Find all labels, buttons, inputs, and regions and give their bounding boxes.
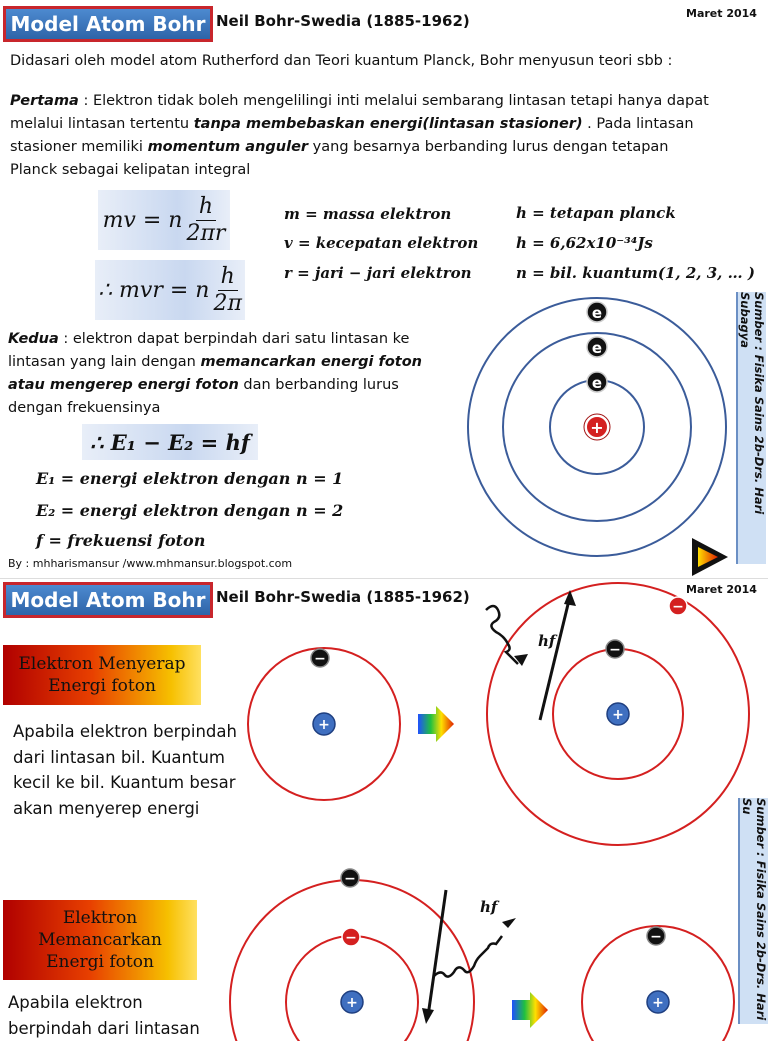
pertama-emphasis-1: tanpa membebaskan energi(lintasan stasioner) xyxy=(193,116,583,132)
page-header: Neil Bohr-Swedia (1885-1962) xyxy=(216,12,470,30)
equation-energy-difference: ∴ E₁ − E₂ = hf xyxy=(82,424,258,460)
eq-line-e1: E₁ = energi elektron dengan n = 1 xyxy=(36,469,344,488)
banner-emit-line-3: Energi foton xyxy=(46,952,154,972)
banner-emit xyxy=(3,900,197,980)
atom-diagram-after-emit xyxy=(570,912,736,1024)
banner-absorb-line-1: Elektron Menyerap xyxy=(18,654,186,674)
svg-text:−: − xyxy=(650,929,662,945)
page-header-2: Neil Bohr-Swedia (1885-1962) xyxy=(216,588,470,606)
svg-text:−: − xyxy=(609,642,621,658)
photon-wave-icon xyxy=(486,606,528,666)
kedua-paragraph xyxy=(8,328,448,420)
kedua-text-1: : elektron dapat berpindah dari satu lintasan ke lintasan yang lain dengan xyxy=(8,331,410,370)
svg-text:e: e xyxy=(591,374,603,392)
equation-angular-momentum xyxy=(95,260,245,320)
pertama-text-2: . Pada lintasan stasioner memiliki xyxy=(10,116,694,155)
pertama-label: Pertama xyxy=(10,93,79,109)
page-date-2: Maret 2014 xyxy=(686,583,757,596)
svg-text:+: + xyxy=(318,717,330,733)
orbit-inner xyxy=(286,936,418,1041)
eq-line-f: f = frekuensi foton xyxy=(36,531,206,550)
source-sidebar-2: Sumber : Fisika Sains 2b-Drs. Hari Su xyxy=(738,798,768,1024)
nucleus-icon xyxy=(313,713,335,735)
svg-text:e: e xyxy=(591,339,603,357)
nucleus-icon xyxy=(341,991,363,1013)
pertama-text-3: yang besarnya berbanding lurus dengan tetapan Planck sebagai kelipatan integral xyxy=(10,139,669,178)
transition-arrow-icon-2 xyxy=(512,990,550,1024)
svg-text:−: − xyxy=(344,871,356,887)
atom-diagram-before-absorb xyxy=(240,640,410,810)
bohr-atom-diagram xyxy=(460,290,740,570)
nucleus-icon xyxy=(607,703,629,725)
electron-icon xyxy=(587,337,607,357)
absorb-explanation: Apabila elektron berpindah dari lintasan bil. Kuantum kecil ke bil. Kuantum besar akan menyerep energi xyxy=(13,722,237,818)
hf-label: hf xyxy=(538,632,556,650)
def-planck: h = tetapan planck xyxy=(516,204,676,222)
kedua-text-2: dan berbanding lurus dengan frekuensinya xyxy=(8,377,399,416)
electron-icon xyxy=(341,869,359,887)
banner-emit-line-1: Elektron xyxy=(62,908,138,928)
banner-emit-line-2: Memancarkan xyxy=(38,930,162,950)
transition-arrow xyxy=(540,590,576,720)
def-quantum-number: n = bil. kuantum(1, 2, 3, … ) xyxy=(516,264,755,282)
svg-text:−: − xyxy=(345,930,357,946)
electron-icon xyxy=(587,372,607,392)
atom-diagram-before-emit xyxy=(210,866,500,1024)
photon-wave-icon xyxy=(434,918,516,977)
equation-momentum-den: 2πr xyxy=(186,220,226,246)
def-velocity: v = kecepatan elektron xyxy=(284,234,479,252)
banner-absorb xyxy=(3,645,201,705)
electron-icon xyxy=(587,302,607,322)
nucleus-icon xyxy=(584,414,610,440)
pertama-paragraph xyxy=(10,90,710,182)
electron-icon xyxy=(606,640,624,658)
intro-text: Didasari oleh model atom Rutherford dan Teori kuantum Planck, Bohr menyusun teori sbb : xyxy=(10,53,673,69)
svg-text:e: e xyxy=(591,304,603,322)
page-title-2: Model Atom Bohr xyxy=(3,582,213,618)
nucleus-icon xyxy=(647,991,669,1013)
kedua-emphasis: memancarkan energi foton atau mengerep energi foton xyxy=(8,354,422,393)
svg-text:−: − xyxy=(672,599,684,615)
equation-angular-left: ∴ mvr = n xyxy=(98,277,210,303)
equation-momentum xyxy=(98,190,230,250)
pertama-emphasis-2: momentum anguler xyxy=(147,139,309,155)
svg-text:+: + xyxy=(652,995,664,1011)
page-title: Model Atom Bohr xyxy=(3,6,213,42)
electron-icon xyxy=(311,649,329,667)
svg-text:+: + xyxy=(612,707,624,723)
source-sidebar: Sumber : Fisika Sains 2b-Drs. Hari Subagya xyxy=(736,292,766,564)
def-mass: m = massa elektron xyxy=(284,205,452,223)
electron-icon xyxy=(647,927,665,945)
kedua-label: Kedua xyxy=(8,331,59,347)
svg-text:−: − xyxy=(314,651,326,667)
emit-explanation: Apabila elektron berpindah dari lintasan xyxy=(8,993,200,1038)
next-arrow-icon[interactable] xyxy=(690,536,730,578)
atom-diagram-after-absorb xyxy=(474,582,758,866)
page-date: Maret 2014 xyxy=(686,7,757,20)
electron-icon xyxy=(669,597,687,615)
banner-absorb-line-2: Energi foton xyxy=(48,676,156,696)
equation-angular-den: 2π xyxy=(213,290,242,316)
def-planck-value: h = 6,62x10⁻³⁴Js xyxy=(516,234,653,252)
page-divider xyxy=(0,578,768,579)
def-radius: r = jari − jari elektron xyxy=(284,264,472,282)
eq-line-e2: E₂ = energi elektron dengan n = 2 xyxy=(36,501,344,520)
transition-arrow-icon xyxy=(418,704,456,744)
pertama-text-1: : Elektron tidak boleh mengelilingi inti melalui sembarang lintasan tetapi hanya dapat melalui lintasan tertentu xyxy=(10,93,709,132)
hf-label-2: hf xyxy=(480,898,498,916)
byline: By : mhharismansur /www.mhmansur.blogspot.com xyxy=(8,557,293,570)
transition-arrow xyxy=(422,890,446,1024)
svg-text:+: + xyxy=(590,418,604,437)
equation-angular-num: h xyxy=(218,264,238,291)
electron-icon xyxy=(342,928,360,946)
equation-momentum-num: h xyxy=(196,194,216,221)
svg-text:+: + xyxy=(346,995,358,1011)
equation-momentum-left: mv = n xyxy=(102,207,183,233)
